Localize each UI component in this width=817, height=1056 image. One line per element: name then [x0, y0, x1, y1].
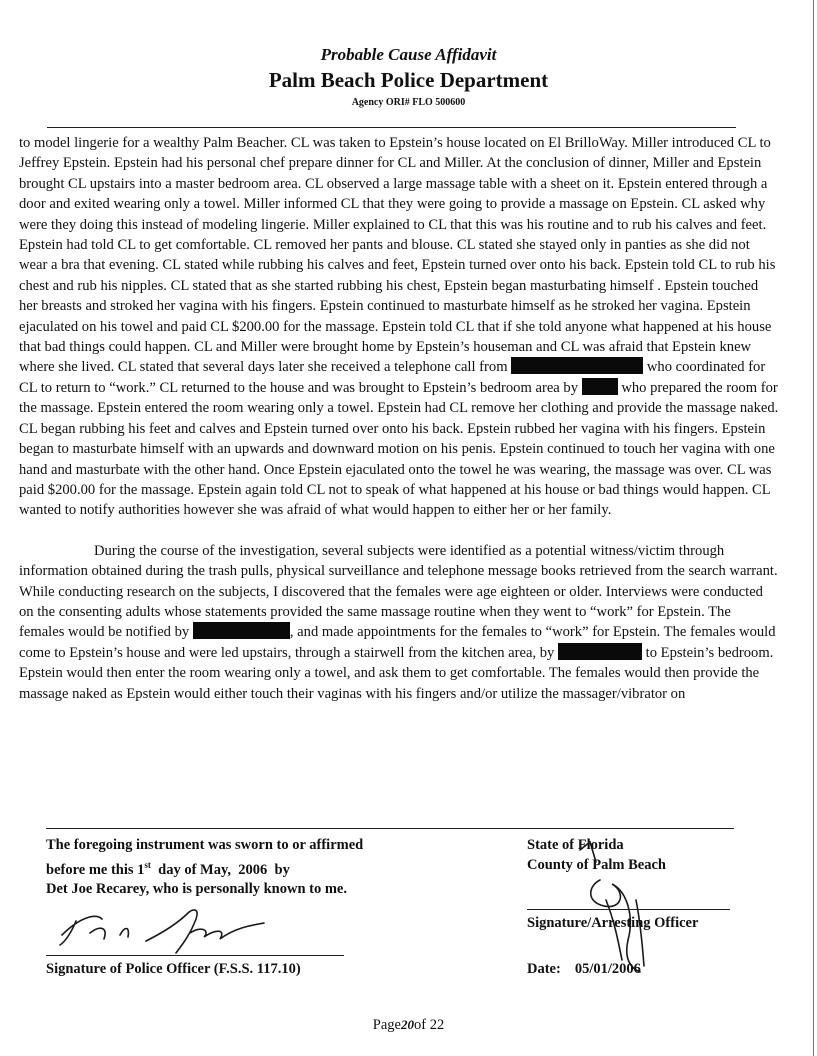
paragraph-text: who prepared the room for the massage. Epstein entered the room wearing only a towel. Epstein had CL remove her clothing and provide the massage naked. CL began rubbing his feet and calves and Epstein turned over onto his back. Epstein rubbed her vagina with his fingers. Epstein began to masturbate himself with an upwards and downward motion on his penis. Epstein continued to touch her vagina with one hand and masturbate with the other hand. Once Epstein ejaculated onto the towel he was wearing, the massage was over. CL was paid $200.00 for the massage. Epstein again told CL not to speak of what happened at his house or bad things would happen. CL wanted to notify authorities however she was afraid of what would happen to either her or her family. — [19, 379, 779, 519]
department-title: Palm Beach Police Department — [268, 68, 549, 92]
header-rule — [47, 127, 736, 128]
county-name: County of Palm Beach — [527, 856, 666, 873]
police-signature-label: Signature of Police Officer (F.S.S. 117.10) — [46, 961, 301, 977]
date-value: 05/01/2006 — [574, 961, 641, 977]
oath-statement — [46, 836, 363, 899]
date-label: Date: — [527, 961, 561, 977]
page-suffix: of 22 — [413, 1017, 445, 1033]
date-row — [527, 961, 641, 978]
agency-ori: Agency ORI# FLO 500600 — [351, 97, 466, 108]
page-number: 20 — [400, 1017, 414, 1032]
signature-line — [46, 955, 344, 956]
oath-line-1: The foregoing instrument was sworn to or affirmed — [46, 837, 364, 853]
signature-block-rule — [46, 828, 734, 829]
paragraph-text: , and made appointments for the females to “work” for Epstein. The females would come to Epstein’s house and were led upstairs, through a stairwell from the kitchen area, by — [19, 624, 776, 661]
paragraph-text: to Epstein’s bedroom. Epstein would then enter the room wearing only a towel, and ask them to get comfortable. The females would then provide the massage naked as Epstein would either touch their vaginas with his fingers and/or utilize the massager/vibrator on — [19, 644, 774, 702]
page-edge-line — [813, 0, 814, 1056]
body-paragraph-1 — [19, 133, 779, 521]
redaction-box — [558, 643, 642, 660]
arresting-officer-signature — [570, 840, 680, 980]
police-officer-signature — [50, 895, 290, 955]
paragraph-text: During the course of the investigation, several subjects were identified as a potential witness/victim through information obtained during the trash pulls, physical surveillance and telephone message books retrieved from the search warrant. While conducting research on the subjects, I discovered that the females were age eighteen or older. Interviews were conducted on the consenting adults whose statements provided the same massage routine when they went to “work” for Epstein. The females would be notified by — [19, 542, 778, 641]
oath-line-2: before me this 1st day of May, 2006 by — [46, 859, 290, 878]
oath-line-3: Det Joe Recarey, who is personally known to me. — [46, 880, 347, 897]
page-footer — [0, 1017, 817, 1034]
redaction-box — [582, 378, 618, 395]
page-prefix: Page — [372, 1017, 401, 1033]
document-subtitle: Probable Cause Affidavit — [320, 45, 497, 64]
arresting-signature-line — [527, 909, 730, 910]
body-paragraph-2 — [19, 541, 779, 704]
affidavit-body — [19, 133, 779, 704]
redaction-box — [193, 622, 290, 639]
state-name: State of Florida — [527, 837, 624, 853]
paragraph-text: who coordinated for CL to return to “work.” CL returned to the house and was brought to Epstein’s bedroom area by — [19, 359, 766, 396]
arresting-officer-label: Signature/Arresting Officer — [527, 915, 699, 931]
redaction-box — [511, 357, 643, 374]
paragraph-text: to model lingerie for a wealthy Palm Beacher. CL was taken to Epstein’s house located on El BrilloWay. Miller introduced CL to Jeffrey Epstein. Epstein had his personal chef prepare dinner for CL and Miller. At the conclusion of dinner, Miller and Epstein brought CL upstairs into a master bedroom area. CL observed a large massage table with a sheet on it. Epstein entered through a door and exited wearing only a towel. Miller informed CL that they were going to provide a massage on Epstein. CL asked why were they doing this instead of modeling lingerie. Miller explained to CL that this was his routine and to rub his calves and feet. Epstein had told CL to get comfortable. CL removed her pants and blouse. CL stated she stayed only in panties as she did not wear a bra that evening. CL stated while rubbing his calves and feet, Epstein turned over onto his back. Epstein told CL to rub his chest and rub his nipples. CL stated that as she started rubbing his chest, Epstein began masturbating himself . Epstein touched her breasts and stroked her vagina with his fingers. Epstein continued to masturbate himself as he stroked her vagina. Epstein ejaculated on his towel and paid CL $200.00 for the massage. Epstein told CL that if she told anyone what happened at his house that bad things could happen. CL and Miller were brought home by Epstein’s houseman and CL was afraid that Epstein knew where she lived. CL stated that several days later she received a telephone call from — [19, 135, 776, 376]
